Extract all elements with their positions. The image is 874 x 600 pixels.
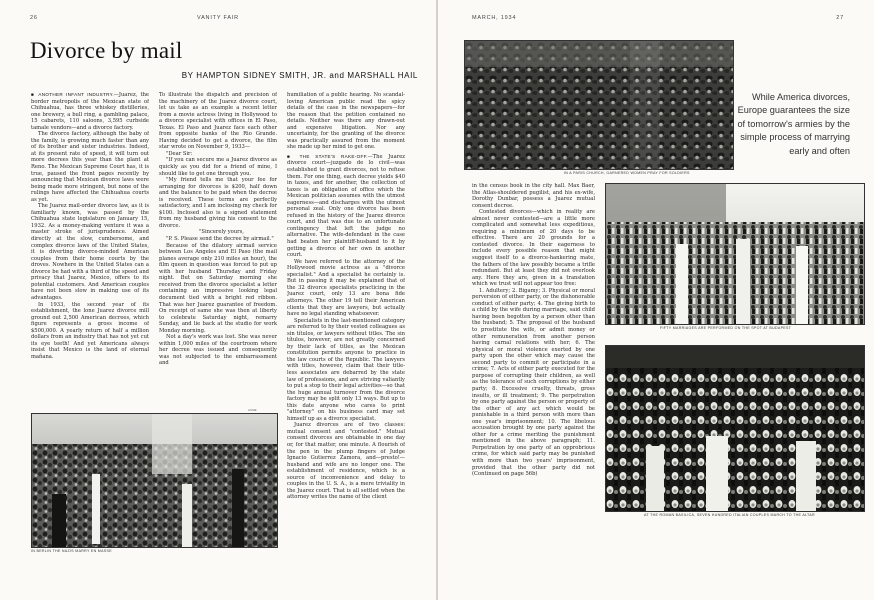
paris-church-photo (464, 40, 734, 170)
italian-couples-image (606, 346, 864, 511)
pull-quote: While America divorces, Europe guarantees the size of tomorrow's armies by the simple process of marrying early and often (737, 92, 850, 156)
paragraph: in the census book in the city hall. Max Baer, the Atlas-shouldered pugilist, and his ex-wife, Dorothy Dunbar, possess a Juarez mutual consent decree. (472, 183, 595, 209)
budapest-wedding-photo (605, 183, 865, 325)
crowd-photo-image (32, 414, 277, 547)
paragraph: We have referred to the attorney of the Hollywood movie actress as a "divorce specialist." And a specialist he certainly is. But in passing it may be explained that of the 32 divorce specialists practicing in the Juarez court, only 13 are bona fide attorneys. The other 19 tell their American clients that they are lawyers, but actually have no legal standing whatsoever. (287, 258, 405, 318)
paragraph: "P. S. Please send the decree by airmail." (166, 236, 274, 243)
paragraph: Contested divorces—which in reality are almost never contested—are a little more complicated and somewhat less expeditious, requiring a minimum of 20 days to be effective. There are 20 grounds for a contested divorce. In their eagerness to include every possible reason that might suggest itself to a divorce-hankering mate, the fathers of the law possibly became a trifle redundant. But at least they did not overlook any. Here they are, given in a translation which we trust will not appear too free: (472, 209, 595, 288)
photo-caption-paris: IN A PARIS CHURCH, GARNERED WOMEN PRAY FOR SOLDIERS (564, 171, 690, 175)
article-byline: BY HAMPTON SIDNEY SMITH, JR. and MARSHALL HAIL (181, 71, 418, 80)
paragraph: Specialists in the last-mentioned category are referred to by their vested colleagues as sin títulos, or lawyers without titles. The sin títulos, however, are not greatly concerned by their lack of titles, as the Mexican constitution permits anyone to practice in the law courts of the Republic. The lawyers with titles, however, claim that their title-less associates are debarred by the state law of professions, and are striving valiantly to put a stop to their legal activities—so that the huge annual turnover from the divorce factory may be split only 13 ways. But up to this date anyone who cares to print "attorney" on his business card may set himself up as a divorce specialist. (287, 317, 405, 422)
paragraph: ■ THE STATE'S RAKE-OFF.—The Juarez divorce court—juzgado de lo civil—was established to grant divorces, not to refuse them. For one thing, each decree yields $40 in taxes, and for another, the collection of taxes is an obligation of office which the Mexican politician assumes with the utmost eagerness—and discharges with the utmost personal zeal. Only one divorce has been refused in the history of the Juarez divorce court, and that was due to an unfortunate contingency that left the judge no alternative. The wife-defendant in the case had beaten her plaintiff-husband to it by getting a divorce of her own in another court. (287, 153, 405, 259)
paragraph: ■ ANOTHER INFANT INDUSTRY.—Juarez, the border metropolis of the Mexican state of Chihuahua, has three whiskey distilleries, one brewery, a bull ring, a gambling palace, 15 cabarets, 110 saloons, 3,595 curbside tamale vendors—and a divorce factory. (31, 92, 149, 131)
article-column-3 (287, 92, 405, 588)
praying-women-image (465, 41, 733, 169)
page-number-right: 27 (836, 15, 844, 21)
paragraph: 1. Adultery; 2. Bigamy; 3. Physical or moral perversion of either party, or the dishonorable conduct of either party; 4. The giving birth to a child by the wife during marriage, said child having been begotten by a person other than the husband; 5. The proposal of the husband to prostitute the wife, or admit money or other remuneration from another person having carnal relations with her; 6. The physical or moral violence exerted by one party upon the other which may cause the second party to commit or participate in a crime; 7. Acts of either party executed for the purpose of corrupting their children, as well as the tolerance of such corruptions by either party; 8. Excessive cruelty, threats, gross insults, or ill treatment; 9. The perpetration by one party against the person or property of the other of any act which would be punishable in a third person with more than one year's imprisonment; 10. The libelous accusation brought by one party against the other for a crime meriting the punishment mentioned in the above paragraph; 11. Perpetration by one party of an opprobrious crime, for which said party may be punished with more than two years' imprisonment, provided that the other party did not (Continued on page 56b) (472, 287, 595, 478)
magazine-name: VANITY FAIR (197, 15, 239, 21)
photo-caption-berlin: IN BERLIN THE NAZIS MARRY EN MASSE (31, 549, 112, 553)
paragraph: "Sincerely yours, (199, 229, 244, 236)
right-page (438, 0, 874, 600)
article-column-2 (159, 92, 277, 402)
article-title: Divorce by mail (30, 38, 183, 63)
photo-caption-budapest: FIFTY MARRIAGES ARE PERFORMED ON THE SPOT AT BUDAPEST (660, 326, 792, 330)
paragraph: To illustrate the dispatch and precision of the machinery of the Juarez divorce court, let us take as an example a recent letter from a movie actress living in Hollywood to a divorce specialist with offices in El Paso, Texas. El Paso and Juarez face each other from opposite banks of the Rio Grande. Having decided to get a divorce, the film star wrote on November 9, 1933— (159, 92, 277, 151)
paragraph: "If you can secure me a Juarez divorce as quickly as you did for a friend of mine, I should like to get one through you. (159, 157, 277, 177)
photo-credit: ACME (248, 408, 257, 412)
berlin-wedding-photo (31, 413, 278, 548)
paragraph: Not a day's work was lost. She was never within 1,000 miles of the courtroom where her decree was issued and consequently was not subjected to the embarrassment and (159, 334, 277, 367)
rome-wedding-photo (605, 345, 865, 512)
paragraph: "My friend tells me that your fee for arranging for divorces is $200, half down and the balance to be paid when the decree is received. These terms are perfectly satisfactory, and I am inclosing my check for $100. Inclosed also is a signed statement from my husband giving his consent to the divorce. (159, 177, 277, 229)
article-column-4 (472, 183, 595, 543)
page-number-left: 26 (30, 15, 38, 21)
paragraph: The Juarez mail-order divorce law, as it is familiarly known, was passed by the Chihuahua state legislature on January 15, 1932. As a money-making venture it was a master stroke of jurisprudence. Aimed directly at the slow, cumbersome, and complex divorce laws of the United States, it is diverting divorce-minded American couples from their home courts by the droves. Nowhere in the United States can a divorce be had with a third of the speed and privacy that Juarez, Mexico, offers to its potential customers. And American couples have not been slow in making use of its advantages. (31, 203, 149, 301)
section-head: ■ THE STATE'S RAKE-OFF.— (287, 153, 373, 159)
paragraph: humiliation of a public hearing. No scandal-loving American public read the spicy details of the case in the newspapers—for the reason that the petition contained no details. Neither was there any drawn-out and expensive litigation. Nor any uncertainty, for the granting of the divorce was practically assured from the moment she made up her mind to get one. (287, 92, 405, 151)
article-column-1 (31, 92, 149, 402)
section-head: ■ ANOTHER INFANT INDUSTRY.— (31, 92, 119, 97)
left-page (0, 0, 436, 600)
paragraph: In 1933, the second year of its establishment, the lone Juarez divorce mill ground out 2,500 American decrees, which figure represents a gross income of $500,000. A yearly return of half a million dollars from an industry that has not yet cut its eye teeth! And yet Americans always insist that Mexico is the land of eternal mañana. (31, 301, 149, 360)
paragraph: Because of the dilatory airmail service between Los Angeles and El Paso (the mail planes average only 210 miles an hour), the film queen in question was forced to put up with her husband Thursday and Friday night. But on Saturday morning she received from the divorce specialist a letter containing an impressive looking legal document tied with a bright red ribbon. That was her Juarez guarantee of freedom. On receipt of same she was then at liberty to celebrate Saturday night, remarry Sunday, and lie back at the studio for work Monday morning. (159, 242, 277, 334)
outdoor-wedding-image (606, 184, 864, 324)
paragraph: The divorce factory, although the baby of the family, is growing much faster than any of its brother and sister industries. Indeed, at its present rate of speed, it will turn out more decrees this year than the plant at Reno. The Mexican Supreme Court has, it is true, paused the front pages recently by announcing that Mexican divorce laws were being made more stringent, but none of the rulings have affected the Chihuahua courts as yet. (31, 131, 149, 203)
issue-date: MARCH, 1934 (472, 15, 517, 21)
photo-caption-rome: AT THE ROMAN BASILICA, SEVEN HUNDRED ITALIAN COUPLES MARCH TO THE ALTAR (644, 513, 815, 517)
paragraph: Juarez divorces are of two classes: mutual consent and "contested." Mutual consent divorces are obtainable in one day or, for that matter, one minute. A flourish of the pen in the plump fingers of Judge Ignacio Gutierrez Zamora, and—presto!—husband and wife are no longer one. The establishment of residence, which is a source of inconvenience and delay to couples in the U. S. A., is a mere triviality in the Juarez court. That is all settled when the attorney writes the name of the client (287, 422, 405, 501)
paragraph: "Dear Sir: (166, 150, 193, 157)
